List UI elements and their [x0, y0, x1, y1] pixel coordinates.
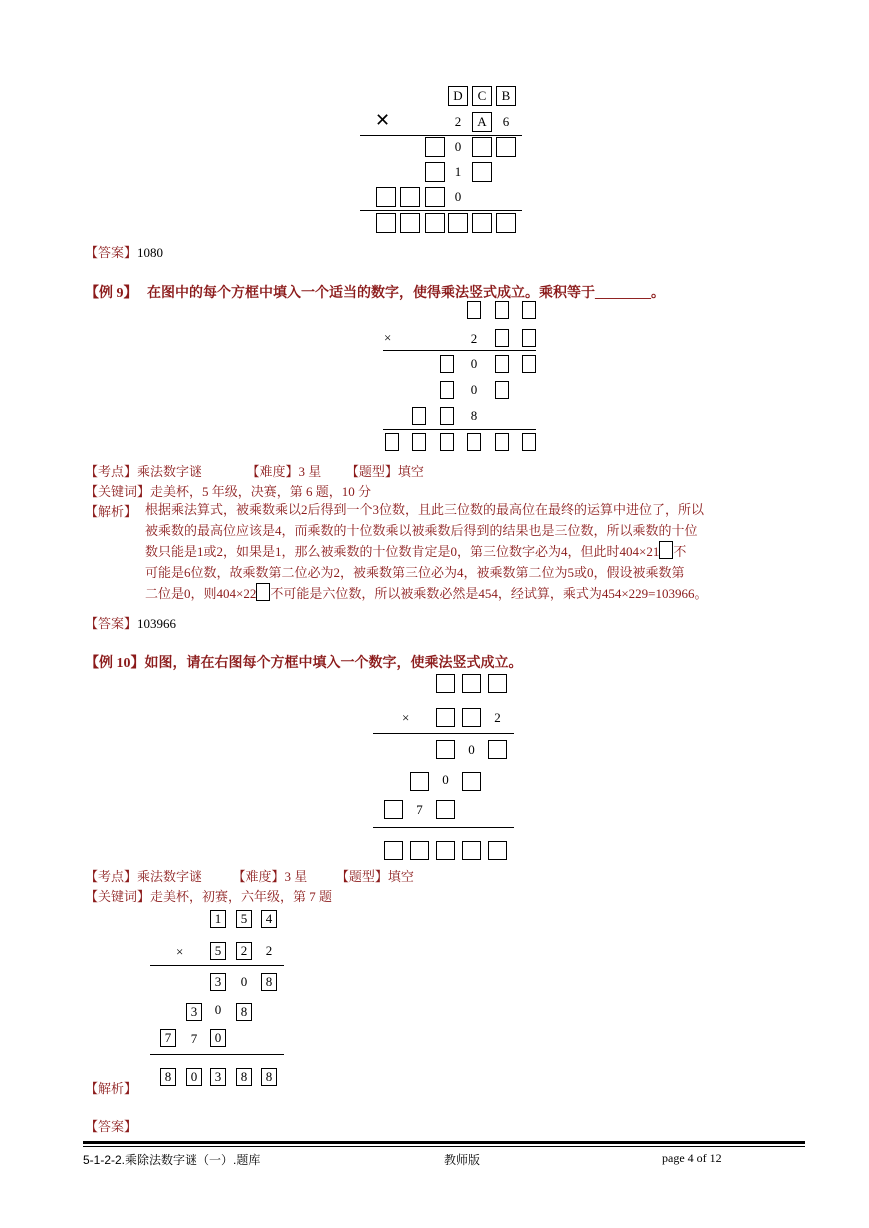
times-sign: × — [402, 710, 410, 725]
puzzle-box-d: D — [448, 86, 468, 106]
solution-box: 8 — [236, 1003, 252, 1021]
footer-doc-name: 5-1-2-2.乘除法数字谜（一）.题库 — [83, 1153, 261, 1167]
puzzle-box — [425, 187, 445, 207]
puzzle-box — [495, 381, 509, 399]
example-9-meta — [85, 461, 424, 480]
solution-box: 8 — [160, 1068, 176, 1086]
example-9-analysis-label: 【解析】 — [85, 504, 138, 519]
puzzle-box — [472, 137, 492, 157]
puzzle-box — [495, 329, 509, 347]
solution-box: 5 — [210, 942, 226, 960]
puzzle-box — [376, 187, 396, 207]
puzzle-box — [462, 674, 481, 693]
puzzle-box — [385, 433, 399, 451]
answer-label: 【答案】 — [85, 616, 138, 631]
kaodian-value: 乘法数字谜 — [137, 464, 203, 479]
times-sign: × — [176, 944, 184, 959]
solution-box: 1 — [210, 910, 226, 928]
kaodian-label: 【考点】 — [85, 869, 138, 884]
divider-line — [383, 350, 536, 351]
example-9-answer — [85, 613, 176, 632]
divider-line — [383, 429, 536, 430]
puzzle-digit: 0 — [470, 382, 478, 397]
divider-line — [150, 965, 284, 966]
example-10-meta — [85, 866, 414, 885]
puzzle-box — [495, 355, 509, 373]
example-9-number: 【例 9】 — [85, 286, 138, 301]
analysis-line: 根据乘法算式，被乘数乘以2后得到一个3位数，且此三位数的最高位在最终的运算中进位了，所以 — [145, 502, 705, 517]
puzzle-box — [410, 841, 429, 860]
puzzle-box — [462, 708, 481, 727]
puzzle-box — [400, 213, 420, 233]
puzzle-box — [462, 841, 481, 860]
puzzle-digit: 6 — [502, 114, 510, 129]
example-10-analysis-label: 【解析】 — [85, 1081, 138, 1096]
tixing-label: 【题型】 — [335, 869, 388, 884]
puzzle-box — [436, 841, 455, 860]
footer-page-number: page 4 of 12 — [662, 1151, 722, 1165]
inline-box — [659, 541, 673, 559]
nandu-label: 【难度】 — [232, 869, 285, 884]
puzzle-digit: 0 — [454, 189, 462, 204]
puzzle-box — [440, 381, 454, 399]
puzzle-box — [495, 433, 509, 451]
keywords-label: 【关键词】 — [85, 889, 151, 904]
analysis-line: 被乘数的最高位应该是4，而乘数的十位数乘以被乘数后得到的结果也是三位数，所以乘数的十位 — [145, 523, 698, 538]
puzzle-box — [440, 433, 454, 451]
answer-value: 1080 — [137, 245, 164, 260]
times-sign: × — [384, 330, 392, 345]
puzzle-box — [488, 740, 507, 759]
keywords-label: 【关键词】 — [85, 484, 151, 499]
puzzle-digit: 2 — [470, 331, 478, 346]
puzzle-box — [488, 674, 507, 693]
example-10-keywords — [85, 886, 332, 905]
divider-line — [373, 733, 514, 734]
puzzle-digit: 8 — [470, 408, 478, 423]
puzzle-digit: 0 — [442, 772, 449, 787]
puzzle-box — [412, 433, 426, 451]
puzzle-box — [436, 708, 455, 727]
puzzle-box — [436, 800, 455, 819]
puzzle-box — [425, 162, 445, 182]
puzzle-digit: 0 — [468, 742, 475, 757]
puzzle-box — [400, 187, 420, 207]
example-10-answer-label: 【答案】 — [85, 1119, 138, 1134]
puzzle-box — [522, 355, 536, 373]
solution-box: 3 — [210, 1068, 226, 1086]
analysis-line: 可能是6位数，故乘数第二位必为2，被乘数第三位必为4，被乘数第二位为5或0，假设被乘数第 — [145, 565, 685, 580]
inline-box — [256, 583, 270, 601]
puzzle-box — [440, 355, 454, 373]
puzzle-box — [522, 301, 536, 319]
divider-line — [150, 1054, 284, 1055]
solution-box: 8 — [236, 1068, 252, 1086]
puzzle-box — [488, 841, 507, 860]
puzzle-box — [496, 213, 516, 233]
solution-box: 8 — [261, 973, 277, 991]
analysis-line: 二位是0，则404×22 不可能是六位数，所以被乘数必然是454，经试算，乘式为454×229=103966。 — [145, 583, 810, 604]
tixing-value: 填空 — [387, 869, 414, 884]
puzzle-box-b: B — [496, 86, 516, 106]
puzzle-digit: 0 — [470, 356, 478, 371]
example-9-keywords — [85, 481, 371, 500]
divider-line — [360, 210, 522, 211]
answer-value: 103966 — [137, 616, 177, 631]
solution-digit: 7 — [190, 1031, 198, 1046]
example-10-number: 【例 10】 — [85, 656, 145, 671]
solution-box: 3 — [186, 1003, 202, 1021]
puzzle-box — [467, 301, 481, 319]
puzzle-digit: 2 — [494, 710, 501, 725]
puzzle-box — [496, 137, 516, 157]
solution-box: 8 — [261, 1068, 277, 1086]
nandu-label: 【难度】 — [246, 464, 299, 479]
divider-line — [373, 827, 514, 828]
puzzle-box — [448, 213, 468, 233]
puzzle-box — [462, 772, 481, 791]
puzzle-box — [384, 800, 403, 819]
example-10-title — [85, 652, 523, 672]
puzzle-box-a: A — [472, 112, 492, 132]
puzzle-box-c: C — [472, 86, 492, 106]
footer-edition: 教师版 — [444, 1153, 481, 1167]
puzzle-box — [376, 213, 396, 233]
puzzle-box — [410, 772, 429, 791]
solution-digit: 0 — [214, 1002, 222, 1017]
example-9-title — [85, 282, 665, 302]
puzzle-box — [436, 740, 455, 759]
times-sign: ✕ — [375, 110, 391, 130]
nandu-value: 3 星 — [298, 464, 322, 479]
puzzle-box — [440, 407, 454, 425]
puzzle-box — [522, 433, 536, 451]
example-9-analysis — [145, 499, 810, 604]
nandu-value: 3 星 — [284, 869, 308, 884]
footer-rule-thick — [83, 1141, 805, 1144]
solution-box: 4 — [261, 910, 277, 928]
answer-top — [85, 242, 163, 261]
solution-box: 5 — [236, 910, 252, 928]
puzzle-box — [472, 213, 492, 233]
analysis-line: 数只能是1或2，如果是1，那么被乘数的十位数肯定是0，第三位数字必为4，但此时404×21 不 — [145, 541, 810, 562]
puzzle-digit: 7 — [416, 802, 423, 817]
keywords-value: 走美杯，5 年级，决赛，第 6 题，10 分 — [150, 484, 372, 499]
solution-box: 0 — [186, 1068, 202, 1086]
puzzle-box — [522, 329, 536, 347]
footer-rule-thin — [83, 1146, 805, 1147]
puzzle-digit: 1 — [454, 164, 462, 179]
kaodian-label: 【考点】 — [85, 464, 138, 479]
answer-label: 【答案】 — [85, 245, 138, 260]
puzzle-box — [495, 301, 509, 319]
puzzle-box — [425, 213, 445, 233]
tixing-value: 填空 — [397, 464, 424, 479]
solution-digit: 2 — [265, 943, 273, 958]
divider-line — [360, 135, 522, 136]
puzzle-box — [472, 162, 492, 182]
example-9-question: 在图中的每个方框中填入一个适当的数字，使得乘法竖式成立。乘积等于________。 — [147, 286, 665, 301]
solution-box: 3 — [210, 973, 226, 991]
solution-digit: 0 — [240, 974, 248, 989]
solution-box: 2 — [236, 942, 252, 960]
puzzle-digit: 2 — [454, 114, 462, 129]
puzzle-box — [467, 433, 481, 451]
solution-box: 7 — [160, 1029, 176, 1047]
example-10-question: 如图，请在右图每个方框中填入一个数字，使乘法竖式成立。 — [144, 656, 523, 671]
puzzle-digit: 0 — [454, 139, 462, 154]
solution-box: 0 — [210, 1029, 226, 1047]
keywords-value: 走美杯，初赛，六年级，第 7 题 — [150, 889, 333, 904]
puzzle-box — [412, 407, 426, 425]
tixing-label: 【题型】 — [345, 464, 398, 479]
kaodian-value: 乘法数字谜 — [137, 869, 203, 884]
puzzle-box — [384, 841, 403, 860]
puzzle-box — [436, 674, 455, 693]
puzzle-box — [425, 137, 445, 157]
